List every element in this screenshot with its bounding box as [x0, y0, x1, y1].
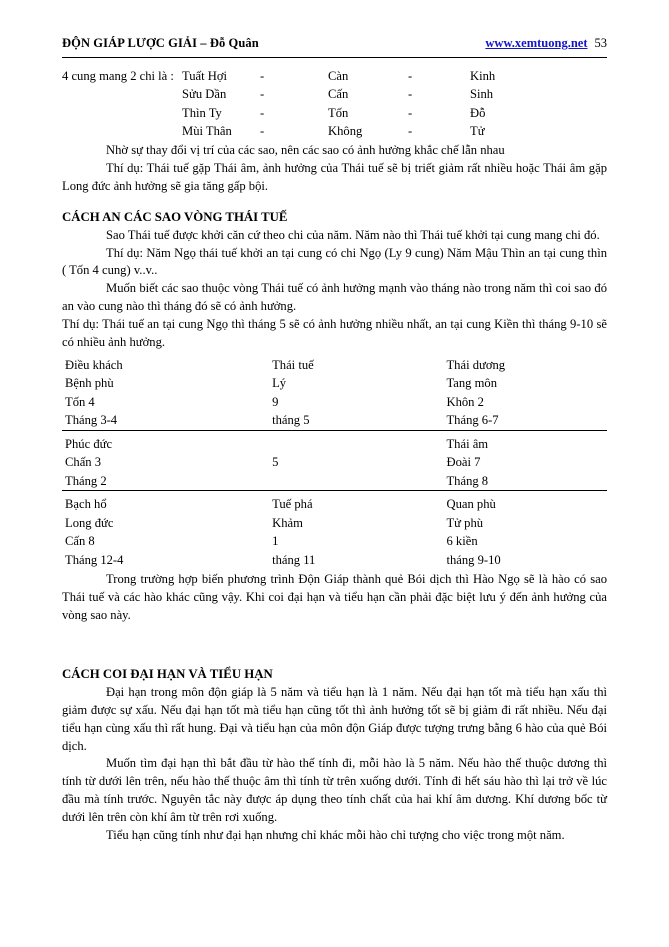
- cell-col3: Thái âm: [446, 436, 489, 451]
- header-right-group: [485, 36, 607, 51]
- table-row: [62, 122, 607, 140]
- cung-cua: Sinh: [470, 87, 494, 102]
- table-row: [62, 411, 607, 430]
- cell-col2: 1: [272, 534, 279, 549]
- cell-col2: tháng 5: [269, 411, 443, 430]
- cell-col1: Tháng 3-4: [62, 411, 269, 430]
- header-divider: [62, 57, 607, 58]
- cung-chi: Sửu Dần: [182, 87, 227, 102]
- cell-col3: Tháng 8: [443, 472, 607, 491]
- cung-dash-1: -: [260, 123, 265, 138]
- cell-col1: Cấn 8: [65, 534, 95, 549]
- paragraph-s2-1: Đại hạn trong môn độn giáp là 5 năm và tiểu hạn là 1 năm. Nếu đại hạn tốt mà tiểu hạn xấu thì giảm được sự xấu. Nếu đại hạn tốt mà tiểu hạn cũng tốt thì ảnh hưởng tốt sẽ bị giảm đi rất nhiều. Nếu đại tiểu hạn cùng xấu thì rất hung. Đại và tiểu hạn của môn độn Giáp được tượng trưng bằng 6 hào của quẻ Bói dịch.: [62, 684, 607, 753]
- table-row: [62, 374, 607, 393]
- table-row: [62, 495, 607, 514]
- cell-col3: 6 kiền: [446, 534, 478, 549]
- cung-dash-2: -: [408, 123, 413, 138]
- cung-dash-1: -: [260, 87, 265, 102]
- cell-col1: Phúc đức: [65, 436, 113, 451]
- table-row: [62, 85, 607, 103]
- cell-col1: Tốn 4: [65, 394, 95, 409]
- cell-col1: Tháng 12-4: [65, 552, 124, 567]
- paragraph-s2-2: Muốn tìm đại hạn thì bắt đầu từ hào thế tính đi, mỗi hào là 5 năm. Nếu hào thế thuộc dương thì tính từ dưới lên trên, nếu hào thế thuộc âm thì tính từ trên xuống dưới. Tính đi hết sáu hào thì lại trở về lúc đầu mà tính trước. Nguyên tắc này được áp dụng theo tính chất của hai khí âm dương. Khí dương bốc từ dưới lên trên còn khí âm từ trên rơi xuống.: [62, 756, 607, 824]
- cell-col3: Đoài 7: [446, 455, 481, 470]
- cell-col3: Thái dương: [446, 357, 506, 372]
- paragraph-s1-4: Thí dụ: Thái tuế an tại cung Ngọ thì tháng 5 sẽ có ảnh hưởng nhiều nhất, an tại cung Kiền thì tháng 9-10 sẽ có nhiều ảnh hưởng.: [62, 317, 607, 349]
- cell-col1: Chấn 3: [65, 455, 102, 470]
- cell-col1: Bạch hổ: [65, 497, 107, 512]
- cung-list-lead-empty: [62, 85, 182, 103]
- cell-col2: Thái tuế: [272, 357, 314, 372]
- section-spacer: [62, 625, 607, 653]
- cell-col1: Bệnh phù: [65, 376, 114, 391]
- cung-quai: Tốn: [328, 105, 349, 120]
- paragraph-after-table: Trong trường hợp biến phương trình Độn Giáp thành quẻ Bói dịch thì Hào Ngọ sẽ là hào có sao Thái tuế và các hào khác cũng vậy. Khi coi đại hạn và tiểu hạn cần phải đặc biệt lưu ý đến ảnh hưởng của vòng sao này.: [62, 572, 607, 622]
- cell-col2: tháng 11: [272, 552, 316, 567]
- cell-col3: Tang môn: [446, 376, 498, 391]
- paragraph-s1-2: Thí dụ: Năm Ngọ thái tuế khởi an tại cung có chi Ngọ (Ly 9 cung) Năm Mậu Thìn an tại cung thìn ( Tốn 4 cung) v..v..: [62, 245, 607, 278]
- cell-col3: Tháng 6-7: [443, 411, 607, 430]
- cung-quai: Càn: [328, 69, 349, 83]
- cung-dash-2: -: [408, 69, 413, 83]
- section-title-vong-thai-tue: CÁCH AN CÁC SAO VÒNG THÁI TUẾ: [62, 209, 288, 224]
- cung-dash-2: -: [408, 105, 413, 120]
- paragraph-intro-2: Thí dụ: Thái tuế gặp Thái âm, ảnh hưởng của Thái tuế sẽ bị triết giảm rất nhiều hoặc Thái âm gặp Long đức ảnh hưởng sẽ gia tăng gấp bội.: [62, 160, 607, 193]
- star-table-block-2: [62, 435, 607, 492]
- paragraph-s1-3: Muốn biết các sao thuộc vòng Thái tuế có ảnh hưởng mạnh vào tháng nào trong năm thì coi sao đó an vào cung nào thì tháng đó sẽ có ảnh hưởng.: [62, 281, 607, 314]
- cung-cua: Đỗ: [470, 105, 486, 120]
- cell-col1: Điều khách: [65, 357, 123, 372]
- table-row: [62, 551, 607, 570]
- table-row: [62, 356, 607, 375]
- table-row: [62, 104, 607, 122]
- page-number: 53: [594, 36, 607, 50]
- cell-col1: Tháng 2: [62, 472, 269, 491]
- cell-col3: Tử phù: [446, 515, 484, 530]
- cung-list-lead-empty: [62, 104, 182, 122]
- cell-col3: Khôn 2: [446, 394, 484, 409]
- cell-col2: 5: [272, 455, 279, 470]
- star-table: [62, 356, 607, 570]
- cell-col2: Tuế phá: [272, 497, 313, 512]
- table-row: [62, 532, 607, 551]
- cell-col2: [269, 435, 443, 454]
- cell-col2: 9: [272, 394, 279, 409]
- cung-dash-1: -: [260, 105, 265, 120]
- table-row: [62, 514, 607, 533]
- cung-dash-1: -: [260, 69, 265, 83]
- cung-cua: Tử: [470, 123, 485, 138]
- star-table-block-3: [62, 495, 607, 569]
- cung-quai: Cấn: [328, 87, 349, 102]
- page-header: [62, 36, 607, 57]
- table-row: [62, 453, 607, 472]
- star-table-block-1: [62, 356, 607, 431]
- table-row: [62, 67, 607, 85]
- cung-chi: Tuất Hợi: [182, 69, 228, 83]
- cung-cua: Kinh: [470, 69, 496, 83]
- paragraph-intro-1: Nhờ sự thay đổi vị trí của các sao, nên các sao có ảnh hưởng khắc chế lẫn nhau: [106, 143, 505, 157]
- cell-col3: tháng 9-10: [446, 552, 501, 567]
- cell-col2: Khảm: [272, 515, 303, 530]
- cung-dash-2: -: [408, 87, 413, 102]
- table-row: [62, 435, 607, 454]
- cung-quai: Không: [328, 123, 363, 138]
- table-row: [62, 472, 607, 491]
- cung-chi: Thìn Ty: [182, 105, 222, 120]
- cung-list-table: [62, 67, 607, 140]
- section-title-dai-han: CÁCH COI ĐẠI HẠN VÀ TIỂU HẠN: [62, 666, 273, 681]
- header-title: ĐỘN GIÁP LƯỢC GIẢI – Đỗ Quân: [62, 36, 259, 50]
- cell-col2: Lý: [272, 376, 287, 391]
- paragraph-s2-3: Tiểu hạn cũng tính như đại hạn nhưng chỉ khác mỗi hào chỉ tượng cho việc trong một năm.: [106, 827, 565, 842]
- cung-list-lead: 4 cung mang 2 chi là :: [62, 69, 174, 83]
- cung-chi: Mùi Thân: [182, 123, 232, 138]
- cell-col1: Long đức: [65, 515, 114, 530]
- cung-list-lead-empty: [62, 122, 182, 140]
- cell-col2: [269, 472, 443, 491]
- cell-col3: Quan phù: [446, 497, 496, 512]
- paragraph-s1-1: Sao Thái tuế được khởi căn cứ theo chi của năm. Năm nào thì Thái tuế khởi tại cung mang chi đó.: [106, 227, 600, 242]
- website-link[interactable]: www.xemtuong.net: [485, 36, 588, 50]
- table-row: [62, 393, 607, 412]
